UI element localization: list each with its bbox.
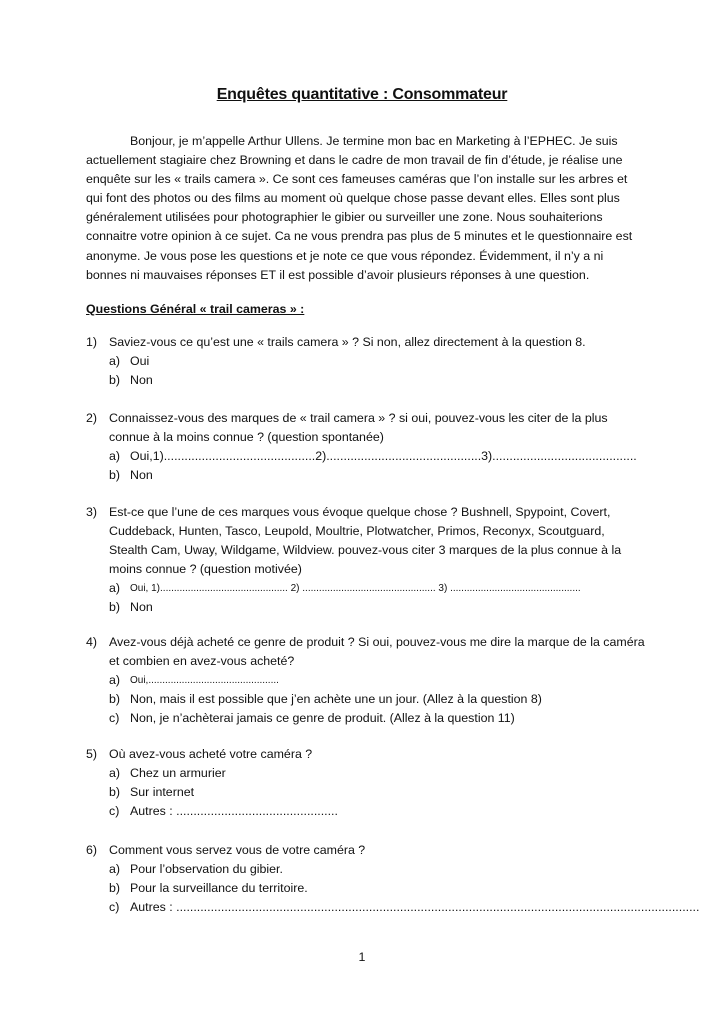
question-1	[86, 333, 646, 390]
answer-option[interactable]	[109, 709, 646, 728]
option-letter: b)	[109, 373, 121, 387]
option-letter: b)	[109, 468, 121, 482]
question-text: Comment vous servez vous de votre caméra ?	[109, 843, 366, 857]
option-text: Oui,...............................................	[130, 675, 279, 686]
option-letter: b)	[109, 600, 121, 614]
page-number: 1	[358, 950, 366, 964]
option-letter: c)	[109, 711, 120, 725]
option-text: Sur internet	[130, 785, 195, 799]
answer-option[interactable]	[109, 598, 646, 617]
option-letter: a)	[109, 354, 121, 368]
option-letter: c)	[109, 804, 120, 818]
option-text: Non	[130, 468, 153, 482]
option-letter: a)	[109, 449, 121, 463]
question-number: 2)	[86, 411, 98, 425]
option-text: Oui,1)............................................2).............................................3)..........................................	[130, 449, 637, 463]
question-4	[86, 633, 646, 728]
answer-option[interactable]	[109, 783, 646, 802]
answer-option[interactable]	[109, 579, 646, 598]
intro-text: Bonjour, je m’appelle Arthur Ullens. Je termine mon bac en Marketing à l’EPHEC. Je suis actuellement stagiaire chez Browning et dans le cadre de mon travail de fin d’étude, je réalise une enquête sur les « trails camera ». Ce sont ces fameuses caméras que l’on installe sur les arbres et qui font des photos ou des films au moment où quelque chose passe devant elles. Elles sont plus généralement utilisées pour photographier le gibier ou surveiller une zone. Nous souhaiterions connaitre votre opinion à ce sujet. Ca ne vous prendra pas plus de 5 minutes et le questionnaire est anonyme. Je vous pose les questions et je note ce que vous répondez. Évidemment, il n’y a ni bonnes ni mauvaises réponses ET il est possible d’avoir plusieurs réponses à une question.	[86, 134, 633, 282]
option-letter: c)	[109, 900, 120, 914]
question-text: Est-ce que l’une de ces marques vous évoque quelque chose ? Bushnell, Spypoint, Covert, Cuddeback, Hunten, Tasco, Leupold, Moultrie, Plotwatcher, Primos, Reconyx, Scoutguard, Stealth Cam, Uway, Wildgame, Wildview. pouvez-vous citer 3 marques de la plus connue à la moins connue ? (question motivée)	[109, 505, 622, 576]
question-text: Où avez-vous acheté votre caméra ?	[109, 747, 313, 761]
option-text: Pour la surveillance du territoire.	[130, 881, 308, 895]
option-letter: a)	[109, 581, 121, 595]
question-2	[86, 409, 646, 485]
option-text: Oui	[130, 354, 150, 368]
option-letter: b)	[109, 785, 121, 799]
question-number: 6)	[86, 843, 98, 857]
intro-paragraph	[86, 132, 642, 285]
option-text: Chez un armurier	[130, 766, 226, 780]
option-text: Non, je n’achèterai jamais ce genre de produit. (Allez à la question 11)	[130, 711, 515, 725]
option-text: Non	[130, 373, 153, 387]
question-number: 4)	[86, 635, 98, 649]
question-text: Connaissez-vous des marques de « trail camera » ? si oui, pouvez-vous les citer de la plus connue à la moins connue ? (question spontanée)	[109, 411, 608, 444]
question-6	[86, 841, 700, 917]
answer-option[interactable]	[109, 802, 646, 821]
answer-option[interactable]	[109, 371, 646, 390]
option-letter: a)	[109, 862, 121, 876]
option-letter: a)	[109, 766, 121, 780]
answer-option[interactable]	[109, 352, 646, 371]
answer-option[interactable]	[109, 690, 646, 709]
answer-option[interactable]	[109, 860, 646, 879]
option-text: Autres : ........................................................................................................................................................	[130, 900, 700, 914]
option-text: Autres : ...............................................	[130, 804, 338, 818]
answer-option[interactable]	[109, 879, 646, 898]
answer-option[interactable]	[109, 898, 700, 917]
option-letter: b)	[109, 881, 121, 895]
question-number: 3)	[86, 505, 98, 519]
option-text: Non	[130, 600, 153, 614]
answer-option[interactable]	[109, 764, 646, 783]
answer-option[interactable]	[109, 671, 646, 690]
question-text: Avez-vous déjà acheté ce genre de produit ? Si oui, pouvez-vous me dire la marque de la caméra et combien en avez-vous acheté?	[109, 635, 645, 668]
question-number: 1)	[86, 335, 98, 349]
question-text: Saviez-vous ce qu’est une « trails camera » ? Si non, allez directement à la question 8.	[109, 335, 586, 349]
question-5	[86, 745, 646, 821]
option-text: Pour l’observation du gibier.	[130, 862, 283, 876]
answer-option[interactable]	[109, 466, 646, 485]
question-3	[86, 503, 646, 617]
option-letter: b)	[109, 692, 121, 706]
option-text: Oui, 1).............................................. 2) ................................................ 3) ...............................................	[130, 583, 581, 594]
answer-option[interactable]	[109, 447, 646, 466]
option-text: Non, mais il est possible que j’en achète une un jour. (Allez à la question 8)	[130, 692, 542, 706]
question-number: 5)	[86, 747, 98, 761]
section-title: Questions Général « trail cameras » :	[86, 302, 305, 316]
document-title: Enquêtes quantitative : Consommateur	[216, 86, 508, 103]
option-letter: a)	[109, 673, 121, 687]
